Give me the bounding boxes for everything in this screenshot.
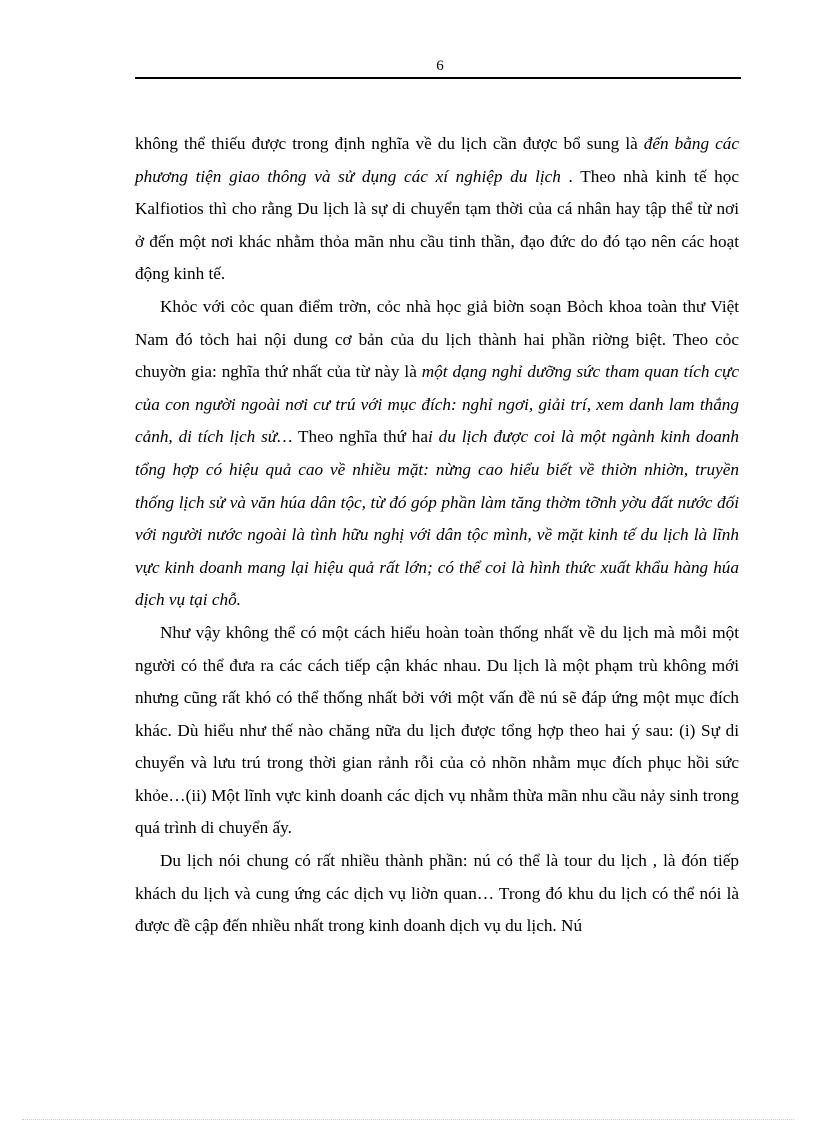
italic-text-segment: một dạng nghỉ dưỡng sức tham quan tích cực của con người ngoài nơi cư trú với mục đích: nghỉ ngơi, giải trí, xem danh lam thắng cảnh, di tích lịch sử… bbox=[135, 362, 739, 447]
page-number: 6 bbox=[436, 58, 444, 74]
paragraph-4 bbox=[135, 845, 739, 943]
italic-text-segment: i du lịch được coi là một ngành kinh doanh tổng hợp có hiệu quả cao về nhiều mặt: nừng cao hiểu biết về thiờn nhiờn, truyền thống lịch sử và văn húa dân tộc, từ đó góp phần làm tăng thờm tỡnh yờu đất nước đối với người nước ngoài là tình hữu nghị với dân tộc mình, về mặt kinh tế du lịch là lĩnh vực kinh doanh mang lại hiệu quả rất lớn; có thể coi là hình thức xuất khẩu hàng húa dịch vụ tại chỗ. bbox=[135, 427, 739, 610]
paragraph-1 bbox=[135, 128, 739, 291]
text-segment: Như vậy không thể có một cách hiểu hoàn toàn thống nhất về du lịch mà mỗi một người có thể đưa ra các cách tiếp cận khác nhau. Du lịch là một phạm trù không mới nhưng cũng rất khó có thể thống nhất bởi với một vấn đề nú sẽ đáp ứng một mục đích khác. Dù hiểu như thế nào chăng nữa du lịch được tổng hợp theo hai ý sau: (i) Sự di chuyển và lưu trú trong thời gian rảnh rỗi của cỏ nhõn nhằm mục đích phục hồi sức khỏe…(ii) Một lĩnh vực kinh doanh các dịch vụ nhằm thừa mãn nhu cầu nảy sinh trong quá trình di chuyển ấy. bbox=[135, 622, 739, 838]
body-text bbox=[135, 128, 739, 943]
text-segment: . Theo nhà kinh tế học Kalfiotios thì cho rằng Du lịch là sự di chuyển tạm thời của cá nhân hay tập thể từ nơi ở đến một nơi khác nhằm thỏa mãn nhu cầu tinh thần, đạo đức do đó tạo nên các hoạt động kinh tế. bbox=[135, 166, 739, 284]
text-segment: không thể thiếu được trong định nghĩa về du lịch cần được bổ sung là bbox=[135, 134, 644, 153]
paragraph-2 bbox=[135, 291, 739, 617]
paragraph-3 bbox=[135, 617, 739, 845]
text-segment: Khỏc với cỏc quan điểm trờn, cỏc nhà học giả biờn soạn Bỏch khoa toàn thư Việt Nam đó tỏch hai nội dung cơ bản của du lịch thành hai phần riờng biệt. Theo cỏc chuyờn gia: nghĩa thứ nhất của từ này là bbox=[135, 296, 739, 382]
header-rule bbox=[135, 77, 741, 79]
text-segment: Theo nghĩa thứ ha bbox=[292, 427, 429, 447]
text-segment: Du lịch nói chung có rất nhiều thành phần: nú có thể là tour du lịch , là đón tiếp khách du lịch và cung ứng các dịch vụ liờn quan… Trong đó khu du lịch có thể nói là được đề cập đến nhiều nhất trong kinh doanh dịch vụ du lịch. Nú bbox=[135, 851, 739, 936]
italic-text-segment: đến bằng các phương tiện giao thông và sử dụng các xí nghiệp du lịch bbox=[135, 134, 739, 186]
footer-dotted-line bbox=[22, 1119, 794, 1120]
